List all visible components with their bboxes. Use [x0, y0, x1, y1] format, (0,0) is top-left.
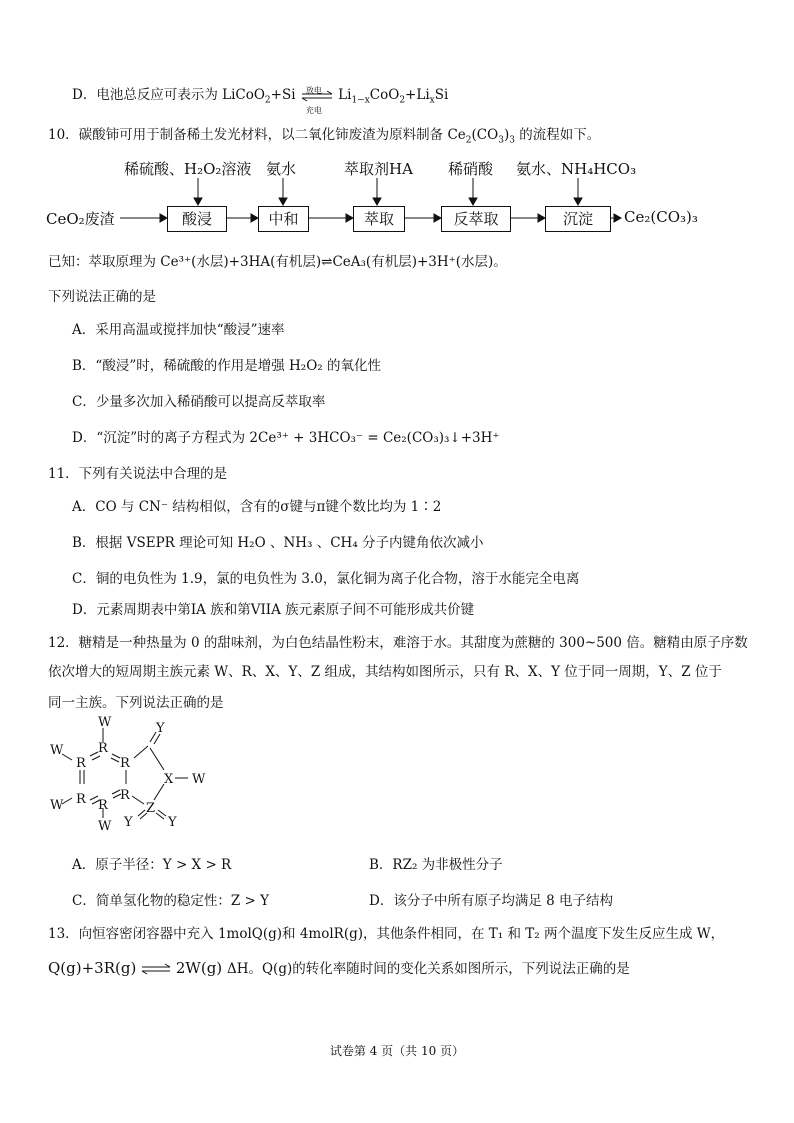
reagent-3: 萃取剂HA — [344, 160, 413, 178]
reagent-1: 稀硫酸、H₂O₂溶液 — [124, 160, 252, 178]
atom-x: X — [164, 772, 174, 787]
atom-r-3: R — [120, 756, 130, 771]
flow-start: CeO₂废渣 — [46, 210, 115, 228]
q10-known: 已知：萃取原理为 Ce³⁺(水层)+3HA(有机层)⇌CeA₃(有机层)+3H⁺(水层)。 — [48, 254, 507, 270]
equilibrium-arrow — [141, 963, 171, 975]
step-neutralize: 中和 — [258, 206, 309, 232]
atom-r-6: R — [120, 788, 130, 803]
atom-r-5: R — [98, 798, 108, 813]
step-extract: 萃取 — [353, 206, 405, 232]
charge-discharge-arrow: 放电 充电 — [300, 89, 334, 103]
reagent-5: 氨水、NH₄HCO₃ — [516, 160, 637, 178]
q10-flowchart — [46, 148, 766, 248]
q10-option-d: D．“沉淀”时的离子方程式为 2Ce³⁺ + 3HCO₃⁻ = Ce₂(CO₃)₃↓+3H⁺ — [72, 430, 500, 446]
q12-option-c: C．简单氢化物的稳定性：Z > Y — [72, 893, 270, 909]
q9-option-d: D．电池总反应可表示为 LiCoO$_2$+Si 放电 充电 $Li_{1-x}CoO_2+Li_xSi$ — [72, 85, 449, 115]
q11-option-c: C．铜的电负性为 1.9，氯的电负性为 3.0，氯化铜为离子化合物，溶于水能完全电离 — [72, 571, 580, 587]
step-acid-leach: 酸浸 — [167, 206, 227, 232]
q13-stem-line1: 13．向恒容密闭容器中充入 1molQ(g)和 4molR(g)，其他条件相同，在 T₁ 和 T₂ 两个温度下发生反应生成 W， — [48, 926, 725, 942]
atom-y-br: Y — [168, 815, 177, 830]
reagent-4: 稀硝酸 — [448, 160, 494, 178]
atom-w-bottomleft: W — [50, 798, 64, 813]
saccharin-structure — [48, 712, 228, 842]
q11-option-a: A．CO 与 CN⁻ 结构相似，含有的σ键与π键个数比均为 1∶2 — [72, 499, 442, 515]
atom-w-bottom: W — [98, 819, 112, 834]
q12-stem-line3: 同一主族。下列说法正确的是 — [48, 695, 224, 711]
reagent-2: 氨水 — [266, 160, 297, 178]
step-precipitate: 沉淀 — [545, 206, 611, 232]
atom-w-right: W — [192, 772, 206, 787]
q10-option-a: A．采用高温或搅拌加快“酸浸”速率 — [72, 322, 285, 338]
q13-stem-line2: Q(g)+3R(g) 2W(g) ΔH。Q(g)的转化率随时间的变化关系如图所示，下列说法正确的是 — [48, 959, 630, 977]
atom-r-1: R — [76, 756, 86, 771]
atom-r-2: R — [98, 741, 108, 756]
flow-end: Ce₂(CO₃)₃ — [624, 208, 698, 226]
page-footer: 试卷第 4 页（共 10 页） — [329, 1044, 465, 1058]
q12-option-b: B．RZ₂ 为非极性分子 — [369, 857, 503, 873]
atom-y-top: Y — [156, 721, 165, 736]
q12-stem-line1: 12．糖精是一种热量为 0 的甜味剂，为白色结晶性粉末，难溶于水。其甜度为蔗糖的 300~500 倍。糖精由原子序数 — [48, 635, 748, 651]
step-back-extract: 反萃取 — [441, 206, 511, 232]
q10-prompt: 下列说法正确的是 — [48, 289, 156, 305]
q11-option-b: B．根据 VSEPR 理论可知 H₂O 、NH₃ 、CH₄ 分子内键角依次减小 — [72, 535, 484, 551]
atom-z: Z — [146, 801, 156, 816]
atom-w-top: W — [98, 715, 112, 730]
q12-option-a: A．原子半径：Y > X > R — [72, 857, 232, 873]
q10-option-b: B．“酸浸”时，稀硫酸的作用是增强 H₂O₂ 的氧化性 — [72, 358, 381, 374]
q11-option-d: D．元素周期表中第IA 族和第VIIA 族元素原子间不可能形成共价键 — [72, 602, 475, 618]
q11-stem: 11．下列有关说法中合理的是 — [48, 466, 228, 482]
atom-w-left: W — [50, 743, 64, 758]
q12-stem-line2: 依次增大的短周期主族元素 W、R、X、Y、Z 组成，其结构如图所示，只有 R、X、Y 位于同一周期，Y、Z 位于 — [48, 664, 722, 680]
q10-option-c: C．少量多次加入稀硝酸可以提高反萃取率 — [72, 394, 326, 410]
q10-stem: 10．碳酸铈可用于制备稀土发光材料，以二氧化铈废渣为原料制备 $Ce_2(CO_3)_3$ 的流程如下。 — [48, 127, 601, 146]
atom-r-4: R — [76, 792, 86, 807]
atom-y-bl: Y — [124, 815, 133, 830]
q12-option-d: D．该分子中所有原子均满足 8 电子结构 — [369, 893, 613, 909]
